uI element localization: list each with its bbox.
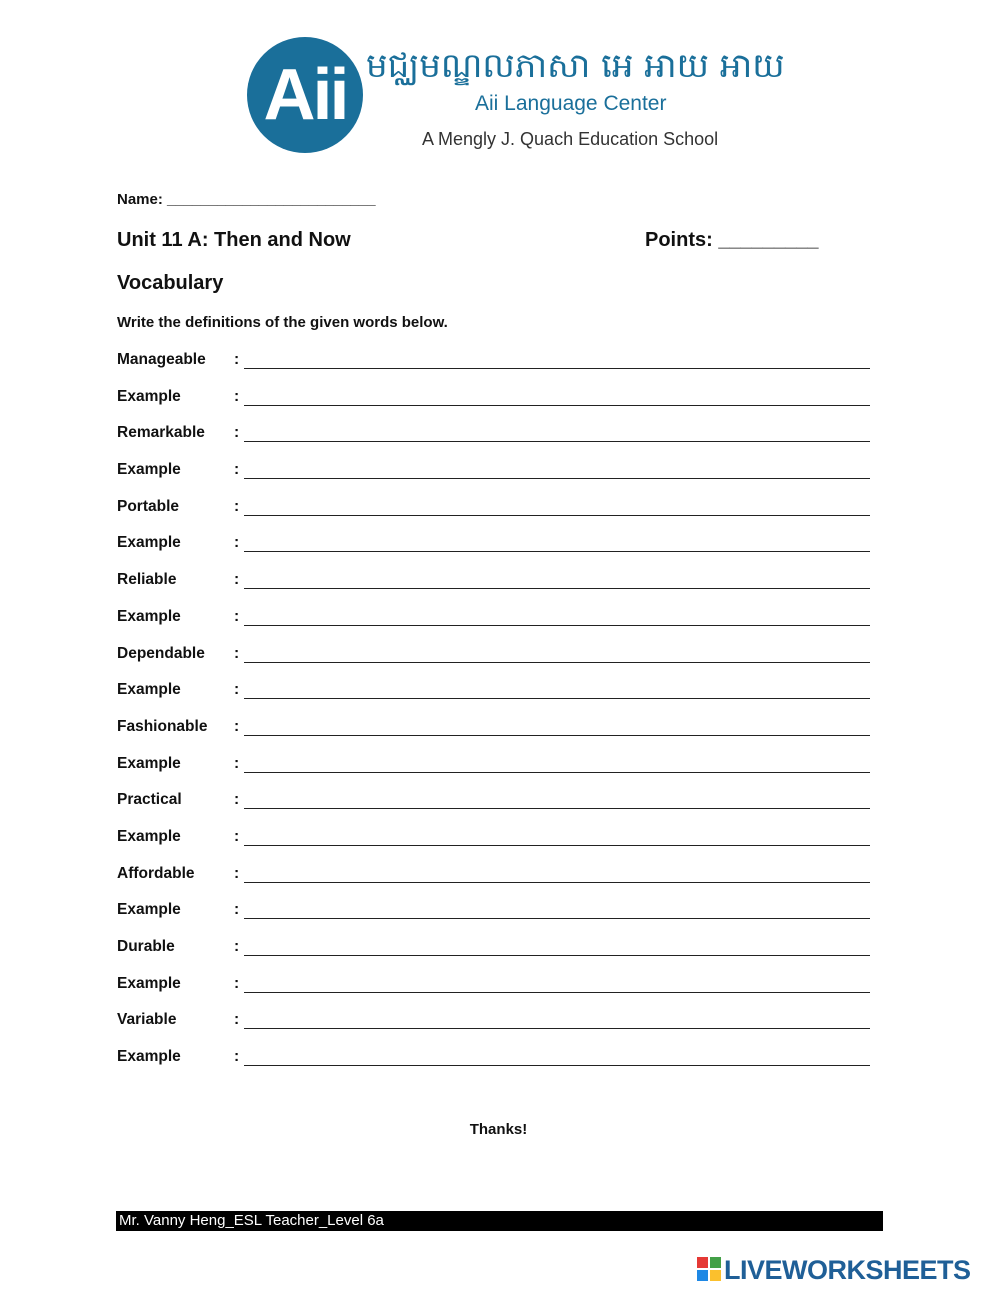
vocabulary-word: Practical [117,791,182,809]
logo-text: Aii [263,55,347,135]
vocabulary-row [117,531,870,568]
row-colon: : [234,644,240,662]
answer-line[interactable] [244,478,870,479]
vocabulary-row [117,568,870,605]
answer-line[interactable] [244,992,870,993]
vocabulary-row [117,1045,870,1082]
vocabulary-row [117,972,870,1009]
icon-square [697,1270,708,1281]
vocabulary-word: Fashionable [117,717,208,735]
answer-line[interactable] [244,698,870,699]
row-colon: : [234,681,240,699]
answer-line[interactable] [244,551,870,552]
vocabulary-word: Durable [117,938,175,955]
row-colon: : [234,571,240,589]
vocabulary-row [117,935,870,972]
vocabulary-row [117,715,870,752]
footer-bar [116,1211,883,1231]
row-colon: : [234,717,240,735]
vocabulary-word: Dependable [117,644,205,662]
vocabulary-row [117,348,870,385]
answer-line[interactable] [244,772,870,773]
row-colon: : [234,974,240,992]
answer-line[interactable] [244,955,870,956]
vocabulary-word: Example [117,681,181,699]
vocabulary-word: Manageable [117,351,206,368]
vocabulary-row [117,495,870,532]
khmer-center-title: មជ្ឈមណ្ឌលភាសា អេ អាយ អាយ [366,46,785,86]
answer-line[interactable] [244,845,870,846]
row-colon: : [234,901,240,919]
row-colon: : [234,387,240,405]
center-name: Aii Language Center [475,92,667,115]
row-colon: : [234,607,240,625]
vocabulary-word: Example [117,607,181,625]
row-colon: : [234,424,240,442]
thanks-note: Thanks! [469,1121,528,1138]
instructions: Write the definitions of the given words below. [117,314,448,331]
vocabulary-word: Example [117,974,181,992]
vocabulary-row [117,458,870,495]
row-colon: : [234,754,240,772]
row-colon: : [234,938,240,955]
row-colon: : [234,351,240,368]
vocabulary-word: Example [117,827,181,845]
answer-line[interactable] [244,1065,870,1066]
vocabulary-row [117,825,870,862]
vocabulary-word: Example [117,1048,181,1066]
vocabulary-row [117,421,870,458]
vocabulary-word: Example [117,534,181,552]
vocabulary-word: Example [117,754,181,772]
vocabulary-row [117,678,870,715]
answer-line[interactable] [244,882,870,883]
vocabulary-word: Example [117,461,181,479]
row-colon: : [234,534,240,552]
name-field: Name: _________________________ [117,191,376,208]
vocabulary-row [117,788,870,825]
answer-line[interactable] [244,405,870,406]
liveworksheets-icon [697,1257,721,1281]
school-name: A Mengly J. Quach Education School [422,129,719,149]
vocabulary-row [117,862,870,899]
answer-line[interactable] [244,662,870,663]
vocabulary-word: Example [117,901,181,919]
vocabulary-word: Reliable [117,571,177,589]
answer-line[interactable] [244,515,870,516]
row-colon: : [234,791,240,809]
answer-line[interactable] [244,808,870,809]
answer-line[interactable] [244,625,870,626]
row-colon: : [234,461,240,479]
row-colon: : [234,827,240,845]
vocabulary-row [117,752,870,789]
vocabulary-row [117,642,870,679]
section-title: Vocabulary [117,272,224,294]
liveworksheets-watermark [697,1255,997,1285]
icon-square [710,1257,721,1268]
row-colon: : [234,1048,240,1066]
answer-line[interactable] [244,588,870,589]
row-colon: : [234,864,240,882]
vocabulary-word: Remarkable [117,424,205,442]
vocabulary-row [117,1008,870,1045]
vocabulary-word: Variable [117,1011,177,1029]
vocabulary-word: Affordable [117,864,195,882]
vocabulary-word: Example [117,387,181,405]
answer-line[interactable] [244,918,870,919]
row-colon: : [234,497,240,515]
answer-line[interactable] [244,735,870,736]
row-colon: : [234,1011,240,1029]
unit-title: Unit 11 A: Then and Now [117,229,351,251]
vocabulary-row [117,385,870,422]
vocabulary-list [117,348,870,1082]
aii-logo [247,37,363,153]
footer-author: Mr. Vanny Heng_ESL Teacher_Level 6a [119,1212,384,1229]
icon-square [710,1270,721,1281]
vocabulary-word: Portable [117,497,180,515]
icon-square [697,1257,708,1268]
answer-line[interactable] [244,441,870,442]
vocabulary-row [117,898,870,935]
vocabulary-row [117,605,870,642]
answer-line[interactable] [244,1028,870,1029]
liveworksheets-brand-text: LIVEWORKSHEETS [724,1255,971,1285]
points-field: Points: _________ [645,229,819,251]
answer-line[interactable] [244,368,870,369]
